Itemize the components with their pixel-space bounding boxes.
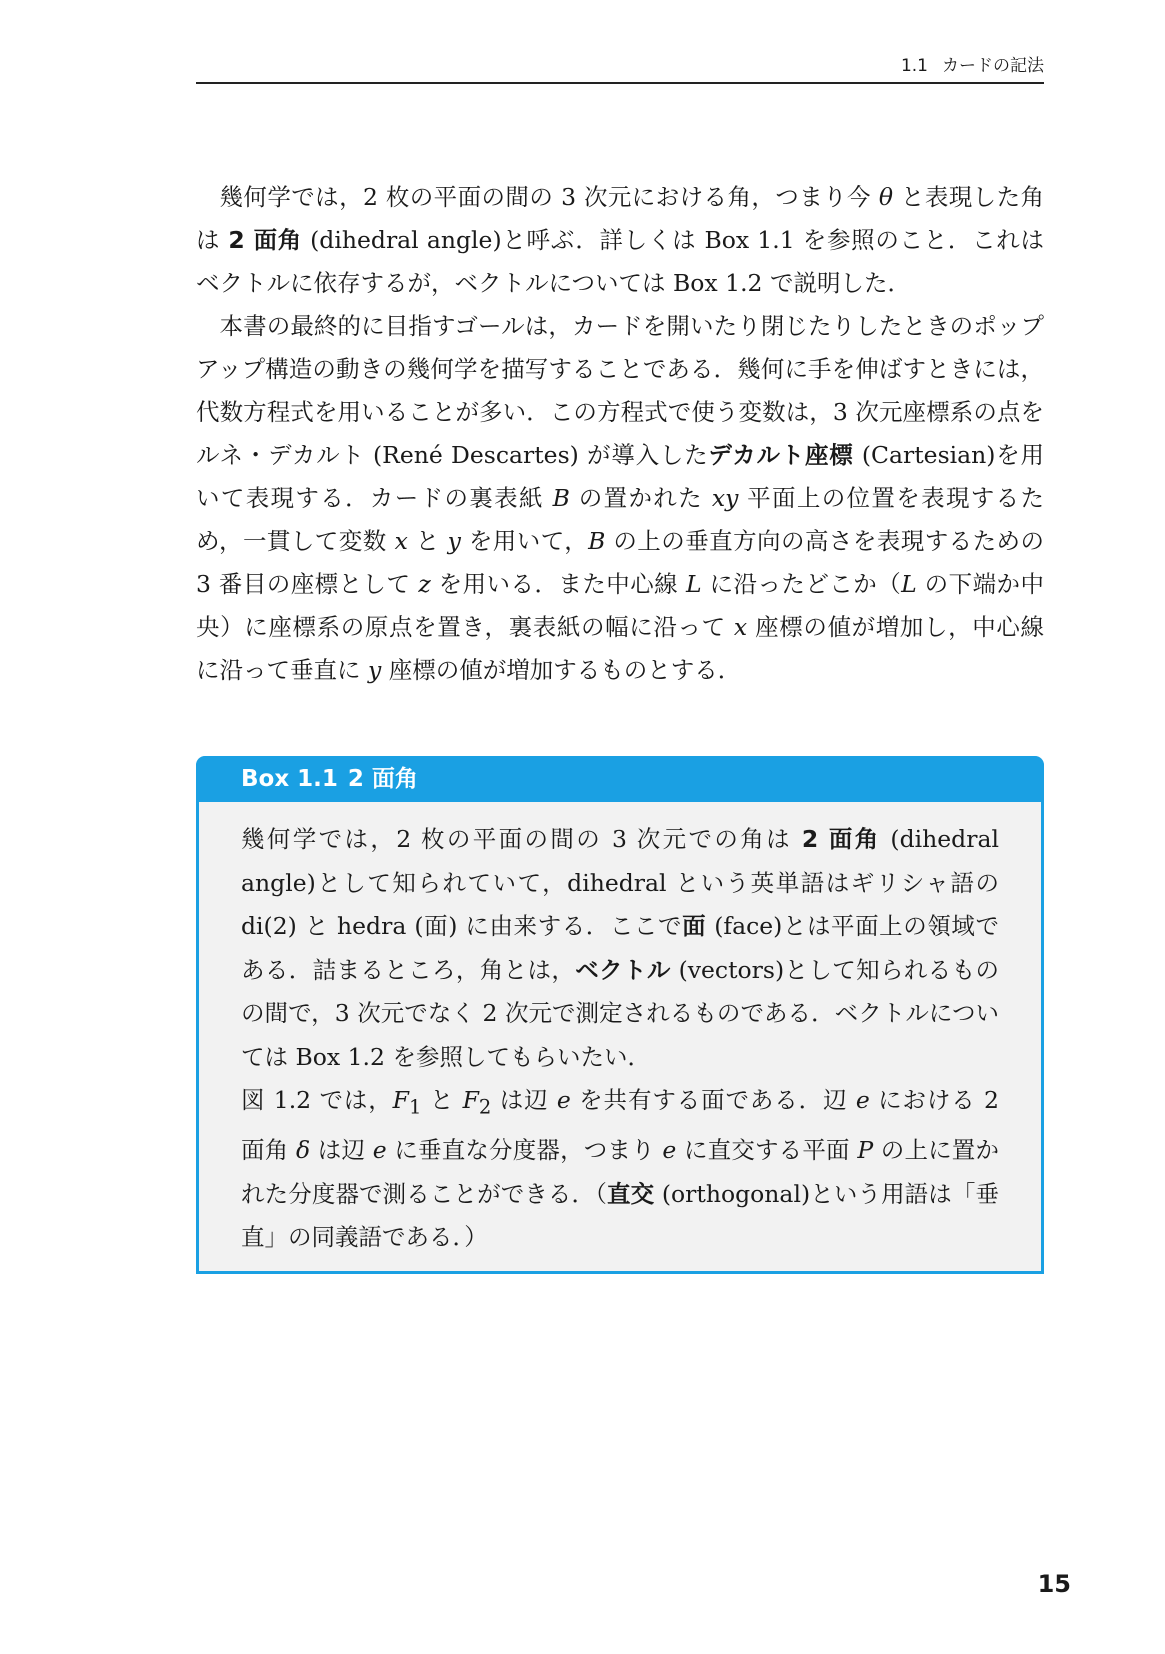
text-run: の上の垂直方向の高さを表現するための 3 番目の座標として — [196, 527, 1044, 598]
math-variable: e — [662, 1136, 677, 1165]
math-variable: δ — [296, 1136, 311, 1165]
text-run: 幾何学では，2 枚の平面の間の 3 次元における角，つまり今 — [219, 183, 879, 211]
section-number: 1.1 — [900, 56, 928, 76]
text-run: (orthogonal)という用語は「垂直」の同義語である．） — [241, 1179, 1000, 1252]
text-run: に沿ったどこか（ — [701, 570, 902, 598]
math-variable: B — [588, 527, 606, 555]
math-variable: e — [556, 1086, 571, 1114]
text-run: に垂直な分度器，つまり — [386, 1136, 663, 1165]
box-header — [196, 756, 1044, 802]
text-run: 本書の最終的に目指すゴールは，カードを開いたり閉じたりしたときのポップアップ構造の動きの幾何学を描写することである．幾何に手を伸ばすときには，代数方程式を用いることが多い．この方程式で使う変数は，3 次元座標系の点をルネ・デカルト (René Descartes) が導入した — [196, 312, 1044, 469]
box-paragraph — [241, 818, 999, 1079]
text-run: (Cartesian)を用いて表現する．カードの裏表紙 — [196, 441, 1045, 512]
text-run: は辺 — [310, 1136, 373, 1165]
math-variable: xy — [711, 484, 739, 512]
bold-term: 面 — [682, 912, 707, 940]
text-run: に直交する平面 — [676, 1136, 858, 1165]
box-dihedral-angle — [196, 756, 1044, 1274]
box-body — [199, 802, 1041, 1260]
math-variable: x — [394, 527, 408, 555]
text-run: を用いて， — [460, 527, 589, 555]
text-run: を共有する面である．辺 — [570, 1086, 856, 1114]
text-run: を用いる．また中心線 — [430, 570, 687, 598]
math-variable: y — [447, 527, 461, 555]
box-paragraph — [241, 1079, 999, 1260]
text-run: と — [421, 1086, 463, 1114]
text-run: 幾何学では，2 枚の平面の間の 3 次元での角は — [241, 825, 802, 853]
bold-term: ベクトル — [575, 955, 671, 984]
text-run: 図 1.2 では， — [241, 1086, 393, 1114]
box-title: 2 面角 — [347, 766, 418, 792]
math-variable: B — [552, 484, 570, 512]
text-run: の置かれた — [569, 484, 712, 512]
text-run: (dihedral angle)として知られていて，dihedral という英単語はギリシャ語の di(2) と hedra (面) に由来する．ここで — [241, 825, 999, 940]
math-variable: e — [855, 1086, 870, 1114]
text-run: 平面上の位置を表現するため，一貫して変数 — [196, 484, 1044, 555]
text-run: (dihedral angle)と呼ぶ．詳しくは Box 1.1 を参照のこと．これはベクトルに依存するが，ベクトルについては Box 1.2 で説明した． — [196, 226, 1044, 297]
bold-term: 2 面角 — [801, 825, 881, 853]
bold-term: 2 面角 — [228, 226, 302, 254]
subscript: 2 — [478, 1095, 492, 1119]
text-run: の上に置かれた分度器で測ることができる．（ — [241, 1136, 999, 1208]
math-variable: θ — [878, 183, 894, 211]
text-run: における 2 面角 — [241, 1086, 999, 1165]
math-variable: L — [686, 570, 702, 598]
box-number: Box 1.1 — [241, 766, 338, 792]
text-run: は辺 — [491, 1086, 557, 1114]
math-variable: F — [462, 1086, 479, 1114]
bold-term: デカルト座標 — [708, 441, 854, 469]
text-run: 座標の値が増加するものとする． — [381, 656, 742, 684]
text-run: 座標の値が増加し，中心線に沿って垂直に — [196, 613, 1044, 684]
text-run: (vectors)として知られるものの間で，3 次元でなく 2 次元で測定されるものである．ベクトルについては Box 1.2 を参照してもらいたい． — [241, 955, 1000, 1071]
paragraph — [196, 176, 1044, 305]
body-text — [196, 176, 1044, 692]
section-title: カードの記法 — [942, 56, 1044, 76]
page-number: 15 — [1037, 1570, 1071, 1598]
text-run: (face)とは平面上の領域である．詰まるところ，角とは， — [241, 912, 999, 984]
text-run: の下端か中央）に座標系の原点を置き，裏表紙の幅に沿って — [196, 570, 1044, 641]
text-run: と — [407, 527, 448, 555]
bold-term: 直交 — [607, 1179, 655, 1208]
math-variable: e — [372, 1136, 387, 1165]
subscript: 1 — [408, 1095, 422, 1119]
math-variable: z — [418, 570, 431, 598]
math-variable: x — [733, 613, 748, 641]
text-run: と表現した角は — [196, 183, 1044, 254]
running-head — [196, 56, 1044, 84]
math-variable: P — [857, 1136, 874, 1165]
math-variable: y — [367, 656, 382, 684]
math-variable: F — [392, 1086, 409, 1114]
paragraph — [196, 305, 1044, 692]
math-variable: L — [901, 570, 917, 598]
